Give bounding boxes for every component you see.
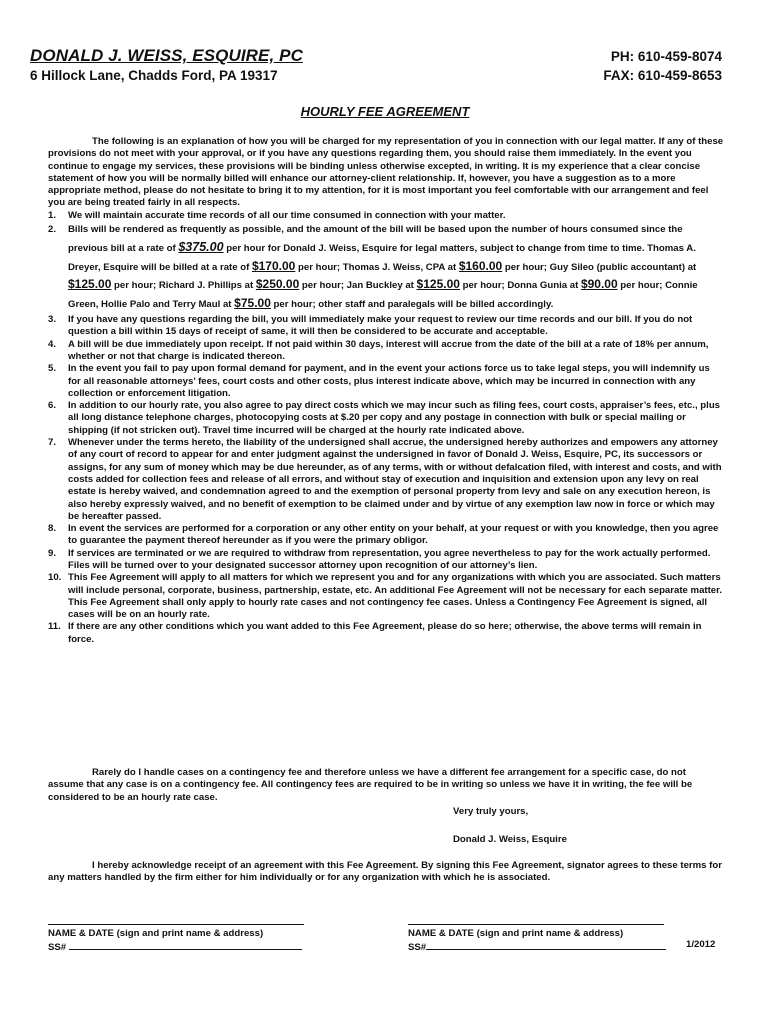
term-item: [48, 621, 724, 646]
rate-jan-buckley: $125.00: [416, 277, 460, 292]
term-text: In addition to our hourly rate, you also agree to pay direct costs which we may incur such as filing fees, court costs, appraiser’s fees, etc., plus all long distance telephone charges, photocopying costs at $.20 per copy and any postage in connection with bulk or special mailing or shipping (if not stricken out). Travel time incurred will be charged at the hourly rate indicated above.: [68, 400, 721, 436]
ss-label-right: SS#: [408, 942, 427, 953]
fee-text: per hour for Donald J. Weiss, Esquire for legal matters, subject to change from time to time. Thomas A. Dreyer, Esquire will be billed at a rate of: [68, 242, 696, 273]
fee-text: per hour; Richard J. Phillips at: [111, 280, 256, 292]
signature-line-right[interactable]: [408, 924, 664, 925]
term-text: This Fee Agreement will apply to all matters for which we represent you and for any organizations with which you are associated. Such matters will include personal, corporate, business, partnership, estate, etc. An additional Fee Agreement will not be necessary for each separate matter. This Fee Agreement shall only apply to hourly rate cases and not contingency fee cases. Unless a Contingency Fee Agreement is signed, all cases will be on an hourly rate.: [68, 572, 722, 621]
rate-richard-phillips: $250.00: [255, 277, 300, 292]
fee-text: per hour; other staff and paralegals will be billed accordingly.: [270, 299, 554, 311]
ss-blank-right[interactable]: [426, 940, 666, 950]
term-item: [48, 572, 724, 621]
rate-donald-weiss: $375.00: [178, 239, 224, 254]
term-item: [48, 437, 724, 523]
term-text: Whenever under the terms hereto, the liability of the undersigned shall accrue, the undersigned hereby authorizes and empowers any attorney of any court of record to appear for and enter judgment against the undersigned in favor of Donald J. Weiss, Esquire, PC, its successors or assigns, for any sum of money which may be due hereunder, as of any terms, with or without defalcation filed, with interest and costs, and with costs added for collection fees and release of all errors, and without stay of execution and inquisition and extension upon any levy on real estate is hereby waived, and condemnation agreed to and the exemption of personal property from levy and sale on any execution hereon, is also hereby expressly waived, and no benefit of exemption to be claimed under and by virtue of any exemption law now in force or which may be hereafter passed.: [68, 437, 722, 522]
ss-field-right[interactable]: [408, 940, 666, 953]
term-number: 2.: [48, 224, 57, 236]
term-text: A bill will be due immediately upon receipt. If not paid within 30 days, interest will accrue from the date of the bill at a rate of 18% per annum, whether or not that charge is indicated thereon.: [68, 338, 709, 362]
terms-list: [48, 210, 724, 646]
intro-paragraph: The following is an explanation of how you will be charged for my representation of you in connection with our legal matter. If any of these provisions do not meet with your approval, or if you have any questions regarding them, you should raise them immediately. In the event you continue to engage my services, these provisions will be binding unless otherwise excepted, in writing. It is my experience that a clear concise statement of how you will be normally billed will enhance our attorney-client relationship. If, however, you have a suggestion as to a more appropriate method, please do not hesitate to bring it to my attention, for it is most important you feel comfortable with our arrangement and feel you are being treated fairly in all respects.: [48, 136, 724, 209]
term-number: 6.: [48, 400, 57, 412]
valediction: Very truly yours,: [453, 806, 529, 817]
acknowledgment-paragraph: I hereby acknowledge receipt of an agreement with this Fee Agreement. By signing this Fee Agreement, signator agrees to these terms for any matters handled by the firm either for him individually or for any organization with which he is associated.: [48, 860, 722, 884]
signature-label-left: NAME & DATE (sign and print name & address): [48, 928, 264, 939]
fee-text: per hour; Connie Green, Hollie Palo and Terry Maul at: [68, 280, 698, 311]
term-item: [48, 363, 724, 400]
term-item: [48, 548, 724, 573]
signer-name: Donald J. Weiss, Esquire: [453, 834, 567, 845]
signature-line-left[interactable]: [48, 924, 304, 925]
fee-text: per hour; Thomas J. Weiss, CPA at: [295, 261, 459, 273]
phone-number: PH: 610-459-8074: [610, 49, 722, 64]
term-text: If services are terminated or we are required to withdraw from representation, you agree nevertheless to pay for the work actually performed. Files will be turned over to your designated successor attorney upon recognition of our attorney’s lien.: [68, 547, 711, 571]
term-text: We will maintain accurate time records of all our time consumed in connection with your matter.: [68, 209, 506, 221]
rate-guy-sileo: $125.00: [68, 277, 112, 292]
ss-blank-left[interactable]: [69, 940, 302, 950]
term-number: 3.: [48, 314, 57, 326]
document-title: HOURLY FEE AGREEMENT: [300, 104, 470, 119]
fee-text: per hour; Jan Buckley at: [299, 280, 417, 292]
term-item: [48, 210, 724, 222]
term-text: If you have any questions regarding the bill, you will immediately make your request to review our time records and our bill. If you do not question a bill within 15 days of receipt of same, it will then be considered to be accurate and acceptable.: [68, 314, 693, 338]
term-text: In event the services are performed for a corporation or any other entity on your behalf, at your request or with you knowledge, then you agree to guarantee the payment thereof hereunder as if you were the primary obligor.: [68, 523, 719, 547]
fee-text: per hour; Donna Gunia at: [459, 280, 581, 292]
term-item: [48, 400, 724, 437]
firm-name: DONALD J. WEISS, ESQUIRE, PC: [30, 46, 303, 65]
signature-label-right: NAME & DATE (sign and print name & address): [408, 928, 624, 939]
term-number: 9.: [48, 547, 57, 559]
term-item: [48, 314, 724, 339]
rate-thomas-weiss: $160.00: [458, 258, 503, 273]
fee-text: per hour; Guy Sileo (public accountant) at: [502, 261, 697, 273]
term-number: 7.: [48, 437, 57, 449]
form-date: 1/2012: [686, 939, 716, 950]
term-text: In the event you fail to pay upon formal demand for payment, and in the event your actions force us to take legal steps, you will indemnify us for all reasonable attorneys’ fees, court costs and other costs, plus interest indicate above, which may be incurred in connection with any collection or enforcement litigation.: [68, 363, 710, 399]
term-text: If there are any other conditions which you want added to this Fee Agreement, please do so here; otherwise, the above terms will remain in force.: [68, 621, 702, 645]
term-item: [48, 339, 724, 364]
term-item-fees: [48, 222, 724, 314]
fee-text: Bills will be rendered as frequently as possible, and the amount of the bill will be based upon the number of hours consumed since the previous bill at a rate of: [68, 224, 683, 254]
rate-donna-gunia: $90.00: [580, 277, 618, 292]
rate-staff: $75.00: [234, 296, 271, 311]
closing-paragraph: Rarely do I handle cases on a contingency fee and therefore unless we have a different fee arrangement for a specific case, do not assume that any case is on a contingency fee. All contingency fees are required to be in writing so unless we have it in writing, the fee will be considered to be an hourly rate case.: [48, 767, 693, 803]
fax-number: FAX: 610-459-8653: [603, 68, 722, 83]
term-item: [48, 523, 724, 548]
rate-thomas-dreyer: $170.00: [251, 258, 296, 273]
agreement-body: [48, 136, 724, 646]
term-number: 11.: [48, 621, 61, 633]
ss-field-left[interactable]: [48, 940, 302, 953]
term-number: 4.: [48, 338, 57, 350]
ss-label-left: SS#: [48, 942, 69, 953]
term-number: 8.: [48, 523, 57, 535]
term-number: 10.: [48, 572, 62, 584]
firm-address: 6 Hillock Lane, Chadds Ford, PA 19317: [30, 68, 278, 83]
term-number: 1.: [48, 209, 57, 221]
term-number: 5.: [48, 363, 57, 375]
